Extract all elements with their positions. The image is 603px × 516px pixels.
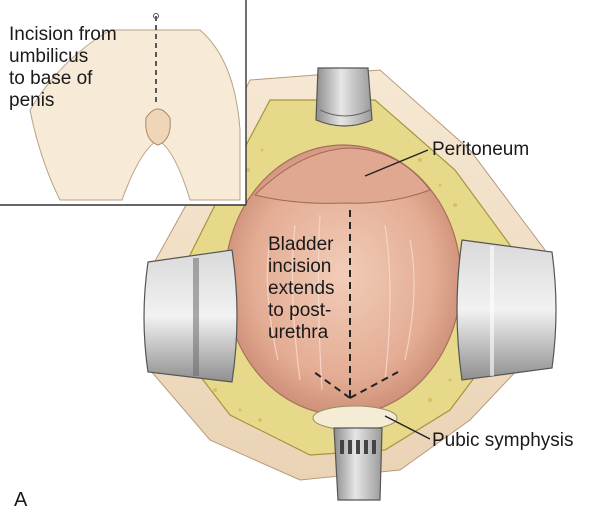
inset-label-line-2: umbilicus [9, 46, 89, 67]
bladder-label-line-3: extends [268, 278, 335, 299]
bladder-label-line-5: urethra [268, 322, 329, 343]
peritoneum-label: Peritoneum [432, 139, 530, 160]
bladder-label-line-2: incision [268, 256, 332, 277]
inset-label-line-3: to base of [9, 68, 93, 89]
left-retractor [144, 250, 237, 382]
inset-label-line-4: penis [9, 90, 55, 111]
panel-label: A [14, 489, 28, 511]
pubic-label: Pubic symphysis [432, 430, 574, 451]
inset-label-line-1: Incision from [9, 24, 117, 45]
inset-panel [0, 0, 246, 205]
right-retractor [457, 240, 556, 380]
bottom-retractor [334, 428, 382, 500]
pubic-symphysis [313, 406, 397, 430]
top-retractor [316, 68, 372, 126]
bladder-label-line-1: Bladder [268, 234, 334, 255]
bladder-label-line-4: to post- [268, 300, 332, 321]
